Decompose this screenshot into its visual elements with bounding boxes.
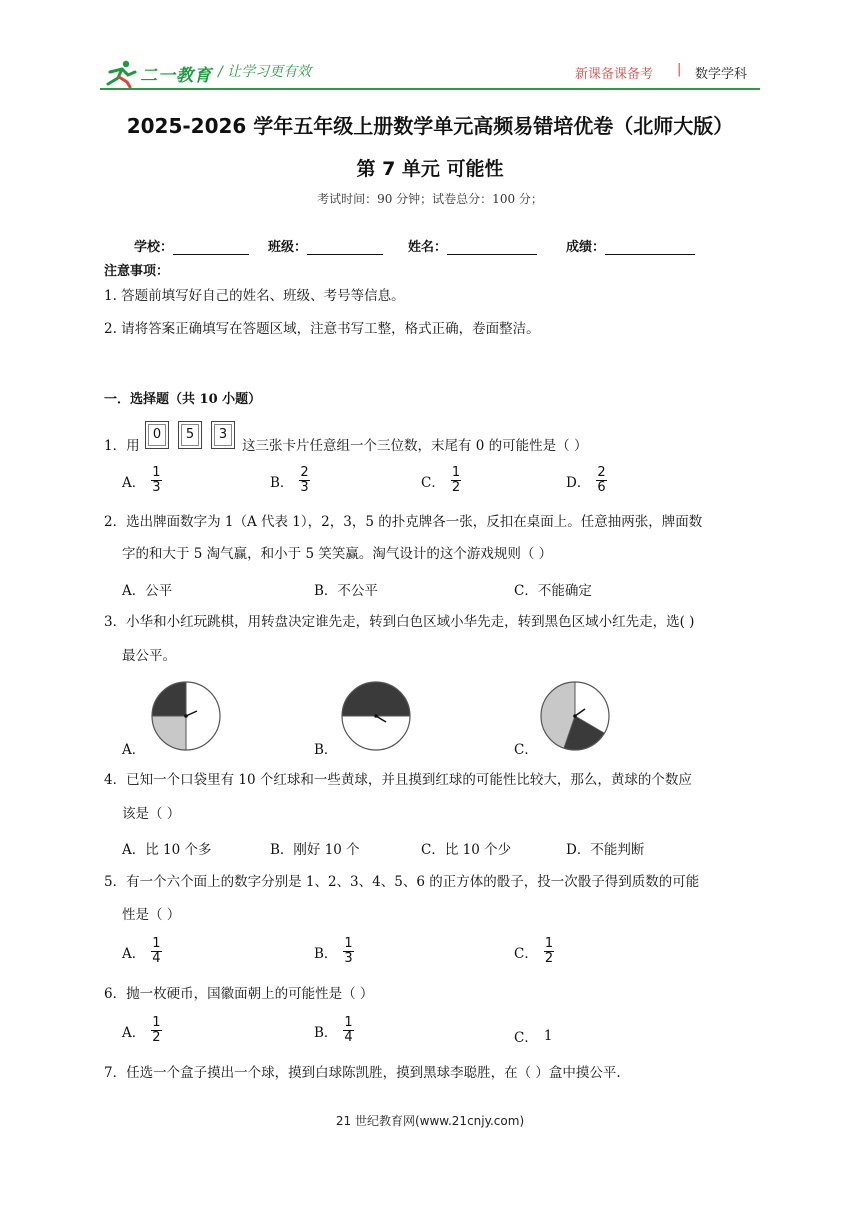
q5-option-a[interactable]: A． $\frac{1}{4}$ [122, 936, 161, 966]
fraction: $\frac{2}{6}$ [597, 465, 606, 495]
card-0: 0 [145, 421, 169, 449]
question-3-line1: 3．小华和小红玩跳棋，用转盘决定谁先走，转到白色区域小华先走，转到黑色区域小红先走，选( ) [104, 614, 695, 630]
q2-option-a[interactable]: A．公平 [122, 583, 173, 599]
question-5-line2: 性是（ ） [122, 907, 181, 923]
question-4-line2: 该是（ ） [122, 806, 181, 822]
q3-option-c[interactable]: C． [514, 742, 538, 758]
q6-option-a[interactable]: A． $\frac{1}{2}$ [122, 1015, 161, 1045]
q1-option-d[interactable]: D． $\frac{2}{6}$ [566, 465, 606, 495]
note-item: 1. 答题前填写好自己的姓名、班级、考号等信息。 [104, 288, 405, 304]
spinner-a-icon [150, 680, 222, 752]
q5-option-b[interactable]: B． $\frac{1}{3}$ [314, 936, 353, 966]
fraction: $\frac{1}{3}$ [152, 465, 161, 495]
question-3-line2: 最公平。 [122, 648, 176, 664]
note-item: 2. 请将答案正确填写在答题区域，注意书写工整，格式正确，卷面整洁。 [104, 321, 540, 337]
question-1-prefix: 1．用 [104, 438, 140, 454]
q6-option-c[interactable]: C． 1 [514, 1028, 553, 1046]
fraction: $\frac{1}{2}$ [544, 936, 554, 966]
class-field[interactable]: 班级： [268, 236, 383, 255]
question-2-line1: 2．选出牌面数字为 1（A 代表 1），2，3，5 的扑克牌各一张，反扣在桌面上。任意抽两张，牌面数 [104, 514, 703, 530]
score-field[interactable]: 成绩： [566, 236, 695, 255]
q2-option-c[interactable]: C．不能确定 [514, 583, 592, 599]
header-tag: 新课备课备考 [575, 67, 654, 82]
spinner-b-icon [340, 680, 412, 752]
question-1-text: 这三张卡片任意组一个三位数，末尾有 0 的可能性是（ ） [242, 438, 588, 454]
question-4-line1: 4．已知一个口袋里有 10 个红球和一些黄球，并且摸到红球的可能性比较大，那么，黄球的个数应 [104, 772, 692, 788]
header-subject: 数学学科 [695, 67, 748, 82]
fraction: $\frac{1}{2}$ [451, 465, 461, 495]
q4-option-c[interactable]: C．比 10 个少 [421, 842, 512, 858]
question-6-line1: 6．抛一枚硬币，国徽面朝上的可能性是（ ） [104, 986, 374, 1002]
header-divider [100, 88, 760, 90]
q1-option-b[interactable]: B． $\frac{2}{3}$ [270, 465, 309, 495]
q1-option-c[interactable]: C． $\frac{1}{2}$ [421, 465, 461, 495]
fraction: $\frac{1}{4}$ [152, 936, 161, 966]
question-7-line1: 7．任选一个盒子摸出一个球，摸到白球陈凯胜，摸到黑球李聪胜，在（ ）盒中摸公平. [104, 1065, 621, 1081]
q4-option-b[interactable]: B．刚好 10 个 [270, 842, 360, 858]
fraction: $\frac{1}{2}$ [152, 1015, 161, 1045]
fraction: $\frac{2}{3}$ [300, 465, 309, 495]
spinner-c-icon [539, 680, 611, 752]
q4-option-a[interactable]: A．比 10 个多 [122, 842, 212, 858]
logo-text: 二一教育 [140, 66, 212, 86]
q4-option-d[interactable]: D．不能判断 [566, 842, 645, 858]
header-separator: | [677, 62, 682, 77]
question-5-line1: 5．有一个六个面上的数字分别是 1、2、3、4、5、6 的正方体的骰子，投一次骰子得到质数的可能 [104, 874, 700, 890]
q1-option-a[interactable]: A． $\frac{1}{3}$ [122, 465, 161, 495]
school-field[interactable]: 学校： [134, 236, 249, 255]
question-2-line2: 字的和大于 5 淘气赢，和小于 5 笑笑赢。淘气设计的这个游戏规则（ ） [122, 546, 553, 562]
page-subtitle: 第 7 单元 可能性 [356, 158, 504, 180]
logo-runner-icon [100, 58, 140, 88]
footer-source: 21 世纪教育网(www.21cnjy.com) [335, 1114, 525, 1128]
page-title: 2025-2026 学年五年级上册数学单元高频易错培优卷（北师大版） [126, 114, 734, 138]
notes-title: 注意事项： [104, 264, 170, 279]
q3-option-a[interactable]: A． [122, 742, 146, 758]
name-field[interactable]: 姓名： [408, 236, 537, 255]
section-title: 一．选择题（共 10 小题） [104, 392, 262, 407]
q3-option-b[interactable]: B． [314, 742, 338, 758]
slogan: / 让学习更有效 [218, 64, 312, 80]
q2-option-b[interactable]: B．不公平 [314, 583, 378, 599]
card-3: 3 [211, 421, 235, 449]
card-5: 5 [178, 421, 202, 449]
fraction: $\frac{1}{3}$ [344, 936, 353, 966]
fraction: $\frac{1}{4}$ [344, 1015, 353, 1045]
q5-option-c[interactable]: C． $\frac{1}{2}$ [514, 936, 554, 966]
exam-info: 考试时间：90 分钟；试卷总分：100 分； [317, 192, 543, 206]
q6-option-b[interactable]: B． $\frac{1}{4}$ [314, 1015, 353, 1045]
